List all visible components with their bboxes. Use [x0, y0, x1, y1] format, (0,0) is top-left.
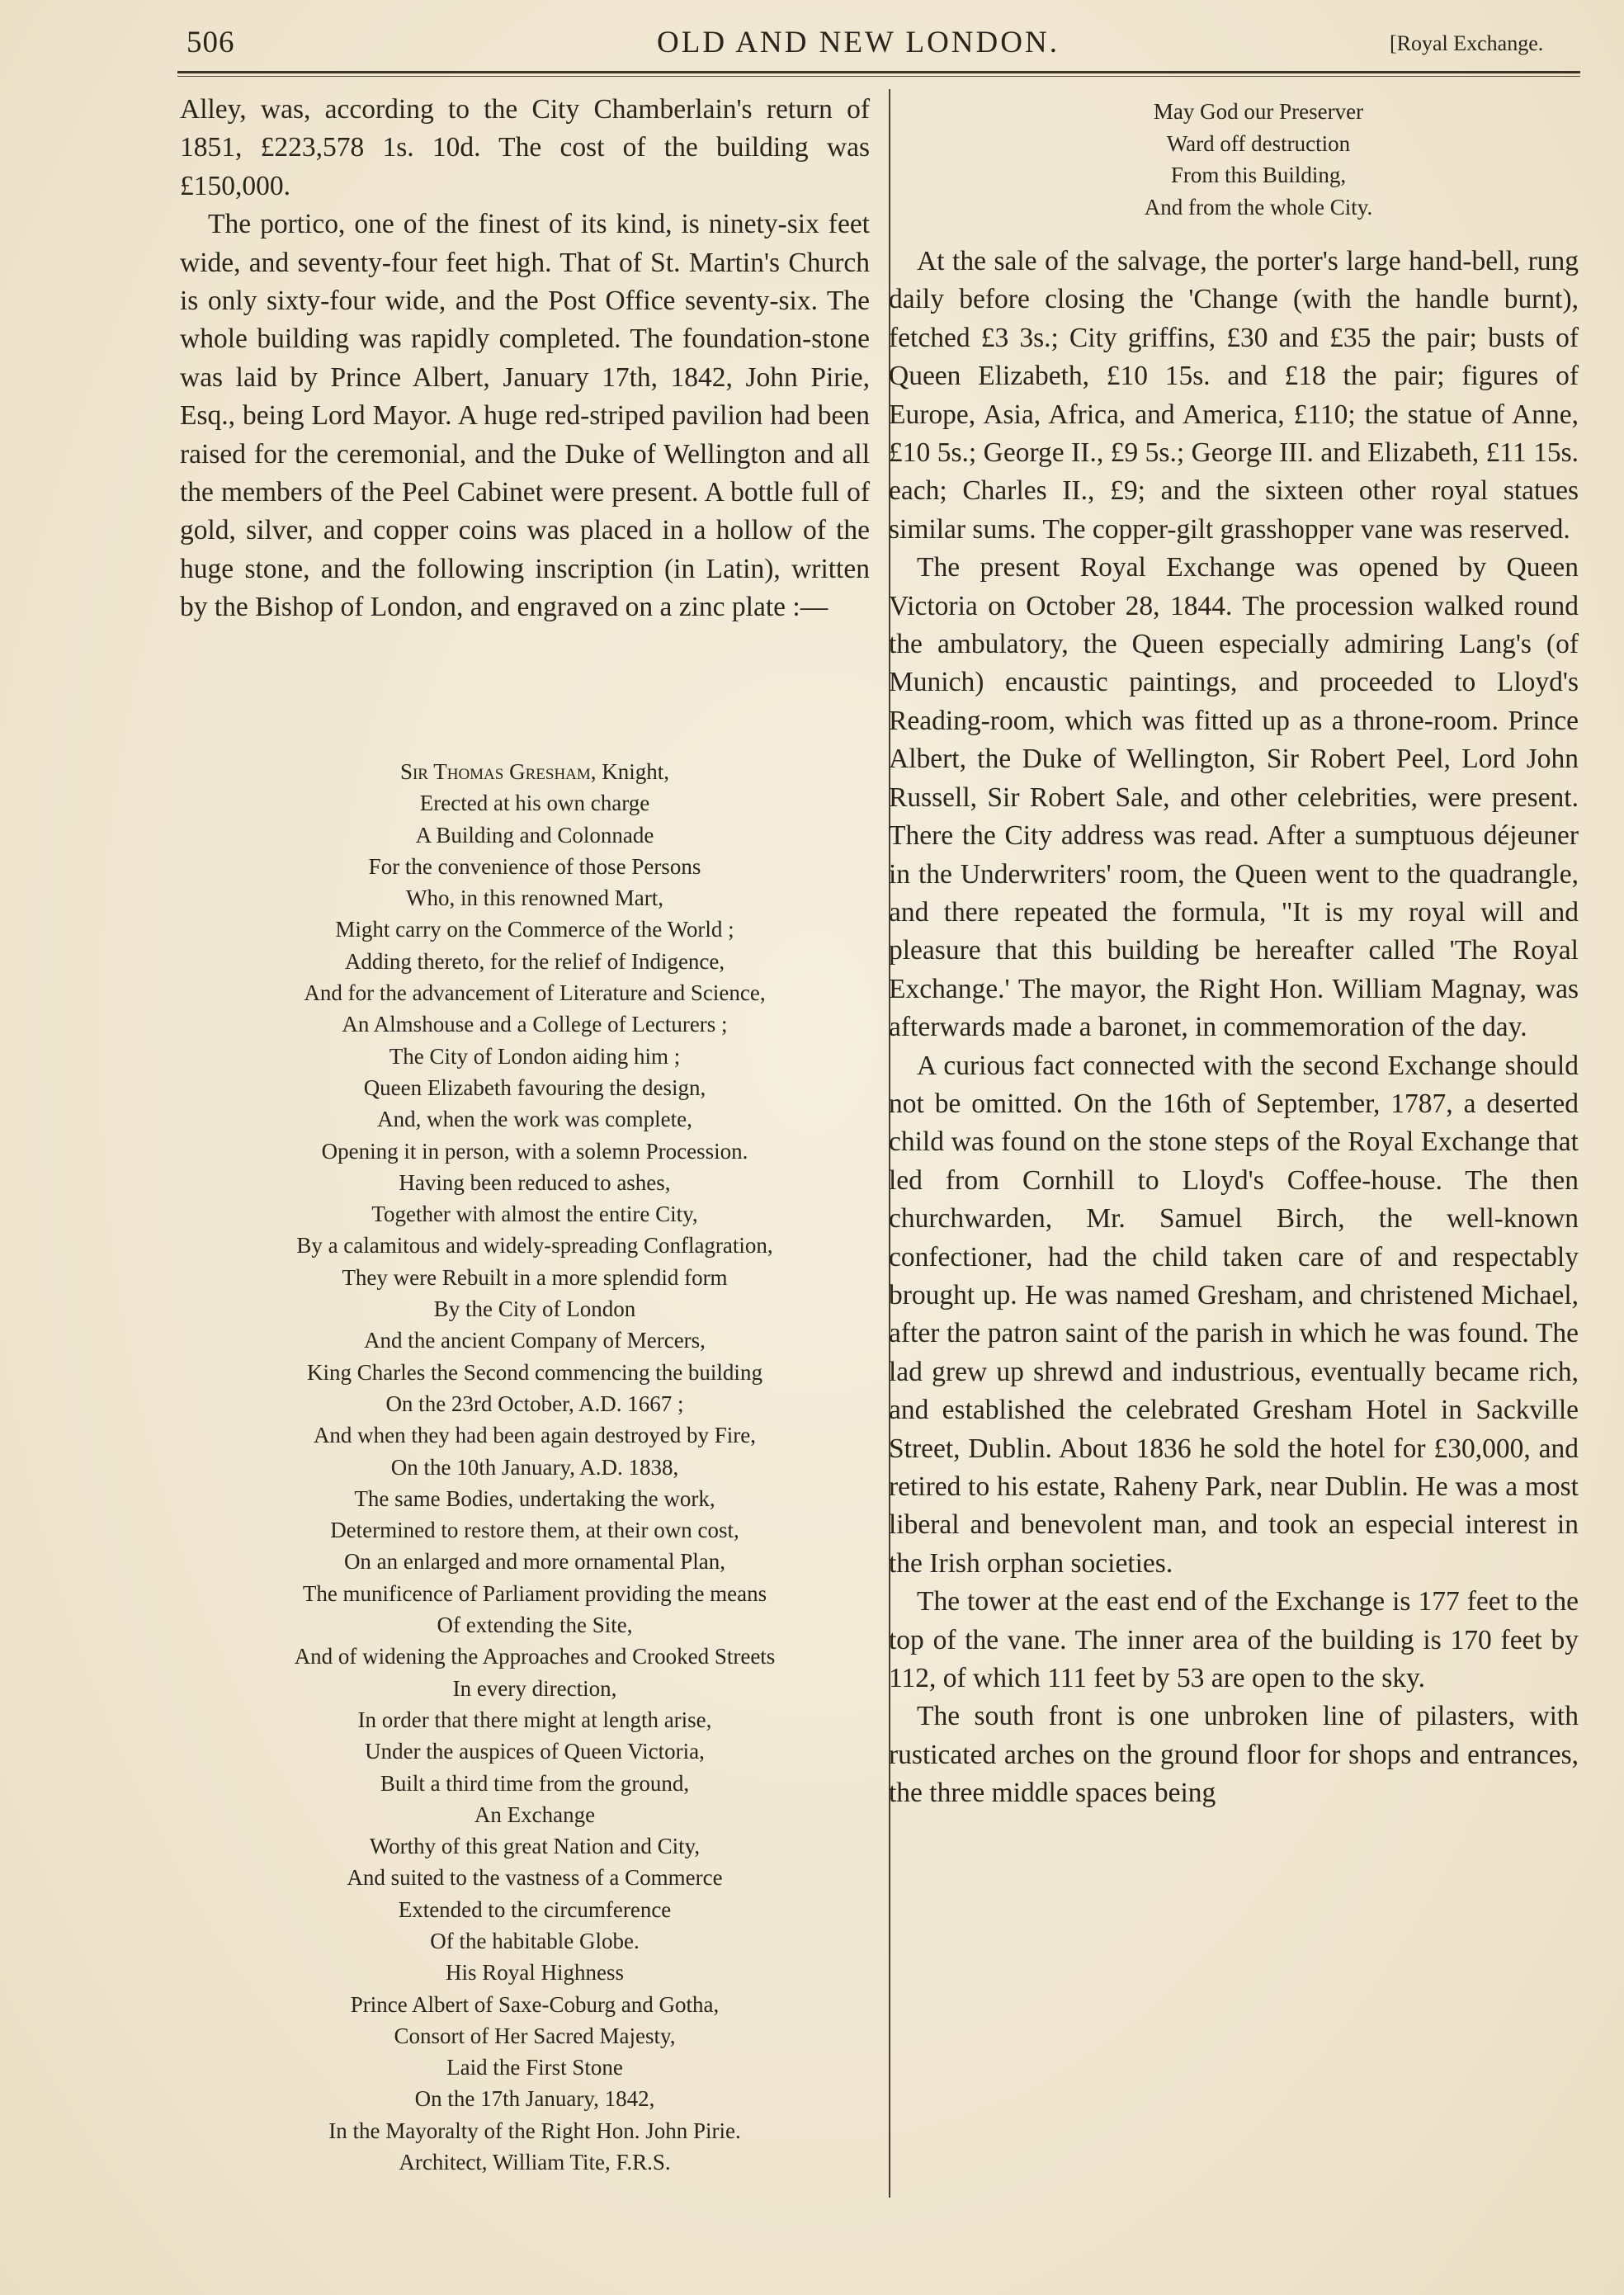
verse-line: And from the whole City. — [1144, 194, 1373, 220]
verse-block — [914, 96, 1603, 223]
inscription-line: On the 23rd October, A.D. 1667 ; — [385, 1391, 684, 1416]
verse-line: From this Building, — [1170, 163, 1347, 187]
inscription-title: Knight, — [596, 759, 670, 784]
inscription-line: Under the auspices of Queen Victoria, — [365, 1739, 705, 1764]
verse-line: Ward off destruction — [1166, 130, 1351, 156]
right-paragraph-4: The tower at the east end of the Exchange is 177 feet to the top of the vane. The inner area of the building is 170 feet by 112, of which 111 feet by 53 are open to the sky. — [889, 1586, 1579, 1694]
header-rule — [177, 71, 1580, 73]
inscription-line: Consort of Her Sacred Majesty, — [394, 2023, 676, 2048]
inscription-line: Of extending the Site, — [437, 1613, 633, 1638]
running-head — [186, 25, 1589, 74]
inscription-line: A Building and Colonnade — [415, 822, 654, 848]
running-section: [Royal Exchange. — [1390, 31, 1544, 55]
inscription-name: Sir Thomas Gresham, — [399, 759, 597, 784]
inscription-line: Architect, William Tite, F.R.S. — [399, 2150, 671, 2175]
inscription-line: Together with almost the entire City, — [371, 1202, 698, 1227]
right-column — [889, 243, 1579, 1813]
inscription-line: Queen Elizabeth favouring the design, — [363, 1074, 706, 1100]
inscription-line: Prince Albert of Saxe-Coburg and Gotha, — [350, 1991, 720, 2017]
inscription-line: Of the habitable Globe. — [430, 1928, 640, 1953]
left-paragraph-2: The portico, one of the finest of its kind, is ninety-six feet wide, and seventy-four feet high. That of St. Martin's Church is only sixty-four wide, and the Post Office seventy-six. The whole building was rapidly completed. The foundation-stone was laid by Prince Albert, January 17th, 1842, John Pirie, Esq., being Lord Mayor. A huge red-striped pavilion had been raised for the ceremonial, and the Duke of Wellington and all the members of the Peel Cabinet were present. A bottle full of gold, silver, and copper coins was placed in a hollow of the huge stone, and the following inscription (in Latin), written by the Bishop of London, and engraved on a zinc plate :— — [180, 209, 870, 623]
inscription-line: And of widening the Approaches and Crooked Streets — [294, 1644, 776, 1669]
inscription-line: They were Rebuilt in a more splendid form — [342, 1264, 728, 1290]
right-paragraph-2: The present Royal Exchange was opened by Queen Victoria on October 28, 1844. The procession walked round the ambulatory, the Queen especially admiring Lang's (of Munich) encaustic paintings, and proceeded to Lloyd's Reading-room, which was fitted up as a throne-room. Prince Albert, the Duke of Wellington, Sir Robert Peel, Lord John Russell, Sir Robert Sale, and other celebrities, were present. There the City address was read. After a sumptuous déjeuner in the Underwriters' room, the Queen went to the quadrangle, and there repeated the formula, "It is my royal will and pleasure that this building be hereafter called 'The Royal Exchange.' The mayor, the Right Hon. William Magnay, was afterwards made a baronet, in commemoration of the day. — [889, 552, 1579, 1043]
inscription-line: An Almshouse and a College of Lecturers ; — [342, 1012, 728, 1037]
foundation-inscription — [180, 756, 890, 2178]
verse-line: May God our Preserver — [1153, 99, 1364, 124]
right-paragraph-1: At the sale of the salvage, the porter's large hand-bell, rung daily before closing the 'Change (with the handle burnt), fetched £3 3s.; City griffins, £30 and £35 the pair; busts of Queen Elizabeth, £10 15s. and £18 the pair; figures of Europe, Asia, Africa, and America, £110; the statue of Anne, £10 5s.; George II., £9 5s.; George III. and Elizabeth, £11 15s. each; Charles II., £9; and the sixteen other royal statues similar sums. The copper-gilt grasshopper vane was reserved. — [889, 246, 1579, 545]
inscription-line: For the convenience of those Persons — [368, 853, 701, 879]
inscription-line: By the City of London — [433, 1296, 636, 1322]
inscription-line: And the ancient Company of Mercers, — [364, 1328, 706, 1353]
inscription-line: And suited to the vastness of a Commerce — [347, 1865, 723, 1891]
inscription-line: Laid the First Stone — [446, 2055, 623, 2080]
inscription-line: By a calamitous and widely-spreading Conflagration, — [296, 1233, 773, 1258]
inscription-line: And, when the work was complete, — [377, 1107, 692, 1132]
inscription-line: The munificence of Parliament providing the means — [302, 1580, 767, 1606]
inscription-line: Erected at his own charge — [419, 791, 650, 816]
inscription-line: The same Bodies, undertaking the work, — [354, 1485, 715, 1511]
inscription-line: Who, in this renowned Mart, — [406, 885, 663, 911]
inscription-line: Worthy of this great Nation and City, — [369, 1834, 701, 1859]
inscription-line: Having been reduced to ashes, — [399, 1169, 671, 1195]
inscription-line: And for the advancement of Literature and Science, — [304, 980, 766, 1006]
inscription-line: King Charles the Second commencing the building — [307, 1359, 762, 1385]
inscription-line: Opening it in person, with a solemn Procession. — [321, 1138, 748, 1164]
inscription-line: In every direction, — [452, 1675, 617, 1701]
inscription-line: On the 10th January, A.D. 1838, — [390, 1454, 679, 1480]
inscription-line: His Royal Highness — [446, 1960, 624, 1986]
left-column — [180, 91, 870, 627]
running-title: OLD AND NEW LONDON. — [657, 26, 1060, 59]
left-paragraph-1: Alley, was, according to the City Chamberlain's return of 1851, £223,578 1s. 10d. The cost of the building was £150,000. — [180, 94, 870, 201]
inscription-line: In the Mayoralty of the Right Hon. John Pirie. — [328, 2118, 741, 2143]
inscription-line: An Exchange — [474, 1802, 596, 1827]
inscription-line: In order that there might at length arise, — [357, 1707, 712, 1732]
page-number: 506 — [186, 26, 235, 59]
inscription-line: The City of London aiding him ; — [389, 1043, 681, 1069]
right-paragraph-3: A curious fact connected with the second Exchange should not be omitted. On the 16th of September, 1787, a deserted child was found on the stone steps of the Royal Exchange that led from Cornhill to Lloyd's Coffee-house. The then churchwarden, Mr. Samuel Birch, the well-known confectioner, had the child taken care of and respectably brought up. He was named Gresham, and christened Michael, after the patron saint of the parish in which he was found. The lad grew up shrewd and industrious, eventually became rich, and established the celebrated Gresham Hotel in Sackville Street, Dublin. About 1836 he sold the hotel for £30,000, and retired to his estate, Raheny Park, near Dublin. He was a most liberal and benevolent man, and took an especial interest in the Irish orphan societies. — [889, 1050, 1579, 1579]
inscription-line: Built a third time from the ground, — [380, 1770, 690, 1796]
inscription-line: On the 17th January, 1842, — [414, 2086, 655, 2112]
inscription-line: Extended to the circumference — [398, 1896, 672, 1922]
inscription-line: Determined to restore them, at their own cost, — [330, 1518, 739, 1543]
inscription-line — [180, 756, 890, 787]
header-rule-thin — [177, 76, 1580, 77]
inscription-line: On an enlarged and more ornamental Plan, — [343, 1549, 726, 1575]
right-paragraph-5: The south front is one unbroken line of pilasters, with rusticated arches on the ground floor for shops and entrances, the three middle spaces being — [889, 1701, 1579, 1809]
inscription-line: And when they had been again destroyed by Fire, — [313, 1423, 757, 1448]
inscription-line: Might carry on the Commerce of the World ; — [335, 917, 734, 942]
inscription-line: Adding thereto, for the relief of Indigence, — [344, 948, 725, 974]
